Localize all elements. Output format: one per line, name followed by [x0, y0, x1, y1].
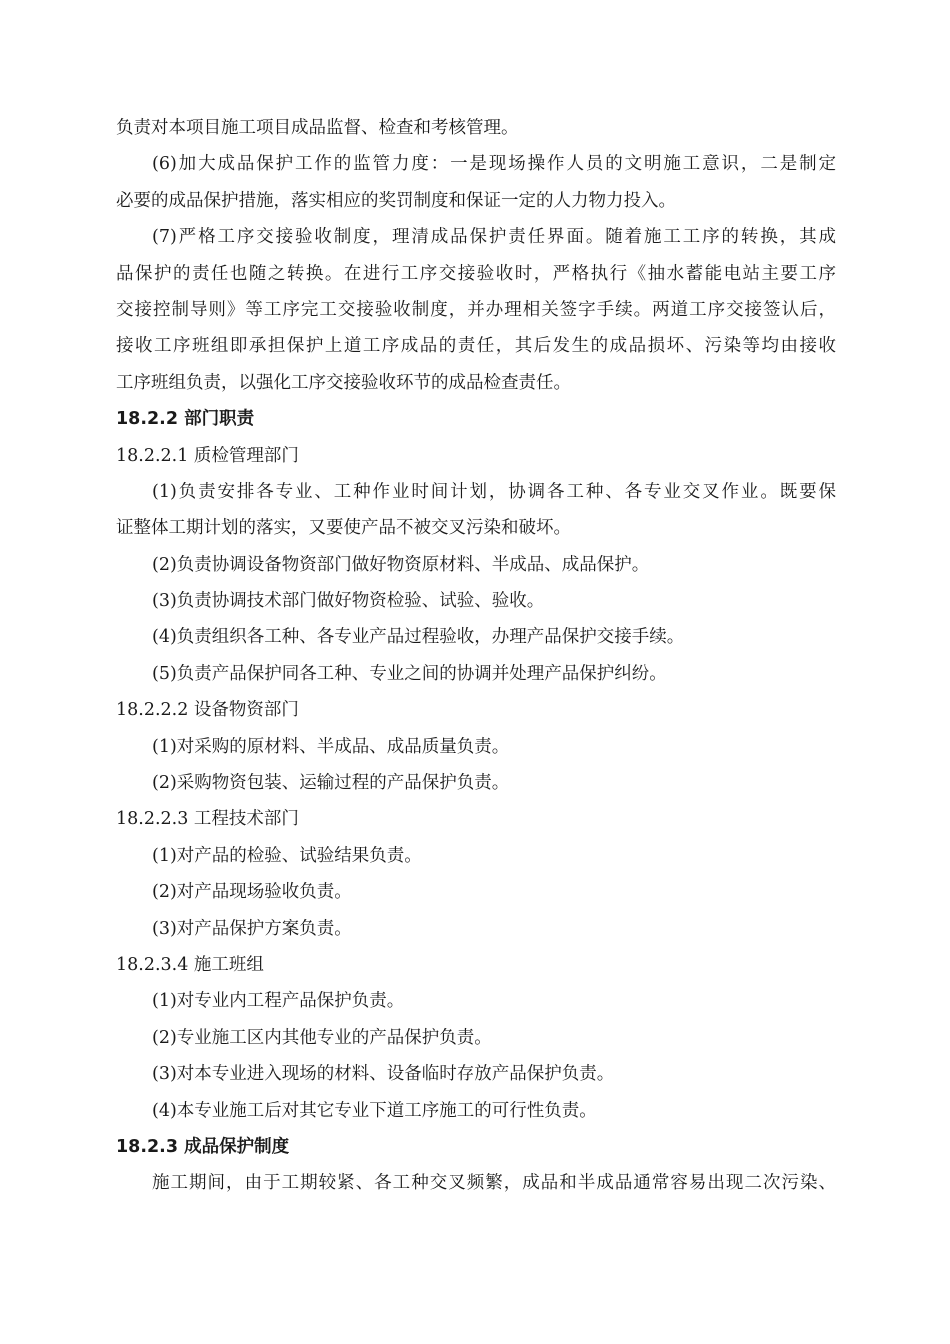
- list-item: (3)负责协调技术部门做好物资检验、试验、验收。: [152, 591, 545, 612]
- paragraph-line: 工序班组负责，以强化工序交接验收环节的成品检查责任。: [116, 372, 571, 393]
- paragraph-line: 施工期间，由于工期较紧、各工种交叉频繁，成品和半成品通常容易出现二次污染、: [152, 1173, 836, 1194]
- document-body: [116, 110, 836, 1202]
- paragraph-line: 接收工序班组即承担保护上道工序成品的责任，其后发生的成品损坏、污染等均由接收: [116, 336, 836, 357]
- list-item: (4)负责组织各工种、各专业产品过程验收，办理产品保护交接手续。: [152, 627, 685, 648]
- list-item: (3)对本专业进入现场的材料、设备临时存放产品保护负责。: [152, 1064, 615, 1085]
- subsection-heading: 18.2.3.4 施工班组: [116, 954, 264, 975]
- paragraph-line: 负责对本项目施工项目成品监督、检查和考核管理。: [116, 118, 519, 138]
- paragraph-line: 交接控制导则》等工序完工交接验收制度，并办理相关签字手续。两道工序交接签认后，: [116, 299, 836, 320]
- paragraph-line: 品保护的责任也随之转换。在进行工序交接验收时，严格执行《抽水蓄能电站主要工序: [116, 263, 836, 284]
- list-item: (2)采购物资包装、运输过程的产品保护负责。: [152, 773, 510, 794]
- section-heading: 18.2.3 成品保护制度: [116, 1136, 290, 1157]
- list-item: (5)负责产品保护同各工种、专业之间的协调并处理产品保护纠纷。: [152, 663, 667, 684]
- list-item: (1)负责安排各专业、工种作业时间计划，协调各工种、各专业交叉作业。既要保: [152, 481, 836, 502]
- paragraph-line: 必要的成品保护措施，落实相应的奖罚制度和保证一定的人力物力投入。: [116, 190, 676, 211]
- list-item: (3)对产品保护方案负责。: [152, 918, 352, 939]
- section-heading: 18.2.2 部门职责: [116, 409, 255, 430]
- paragraph-line: 证整体工期计划的落实，又要使产品不被交叉污染和破坏。: [116, 518, 571, 539]
- list-item-7: (7)严格工序交接验收制度，理清成品保护责任界面。随着施工工序的转换，其成: [152, 227, 836, 248]
- list-item-6: (6)加大成品保护工作的监管力度：一是现场操作人员的文明施工意识，二是制定: [152, 154, 836, 175]
- subsection-heading: 18.2.2.1 质检管理部门: [116, 445, 299, 466]
- list-item: (2)对产品现场验收负责。: [152, 882, 352, 903]
- list-item: (2)负责协调设备物资部门做好物资原材料、半成品、成品保护。: [152, 554, 650, 575]
- subsection-heading: 18.2.2.2 设备物资部门: [116, 700, 299, 721]
- list-item: (1)对专业内工程产品保护负责。: [152, 991, 405, 1012]
- subsection-heading: 18.2.2.3 工程技术部门: [116, 809, 299, 830]
- list-item: (1)对产品的检验、试验结果负责。: [152, 845, 422, 866]
- list-item: (1)对采购的原材料、半成品、成品质量负责。: [152, 736, 510, 757]
- list-item: (4)本专业施工后对其它专业下道工序施工的可行性负责。: [152, 1100, 597, 1121]
- list-item: (2)专业施工区内其他专业的产品保护负责。: [152, 1027, 492, 1048]
